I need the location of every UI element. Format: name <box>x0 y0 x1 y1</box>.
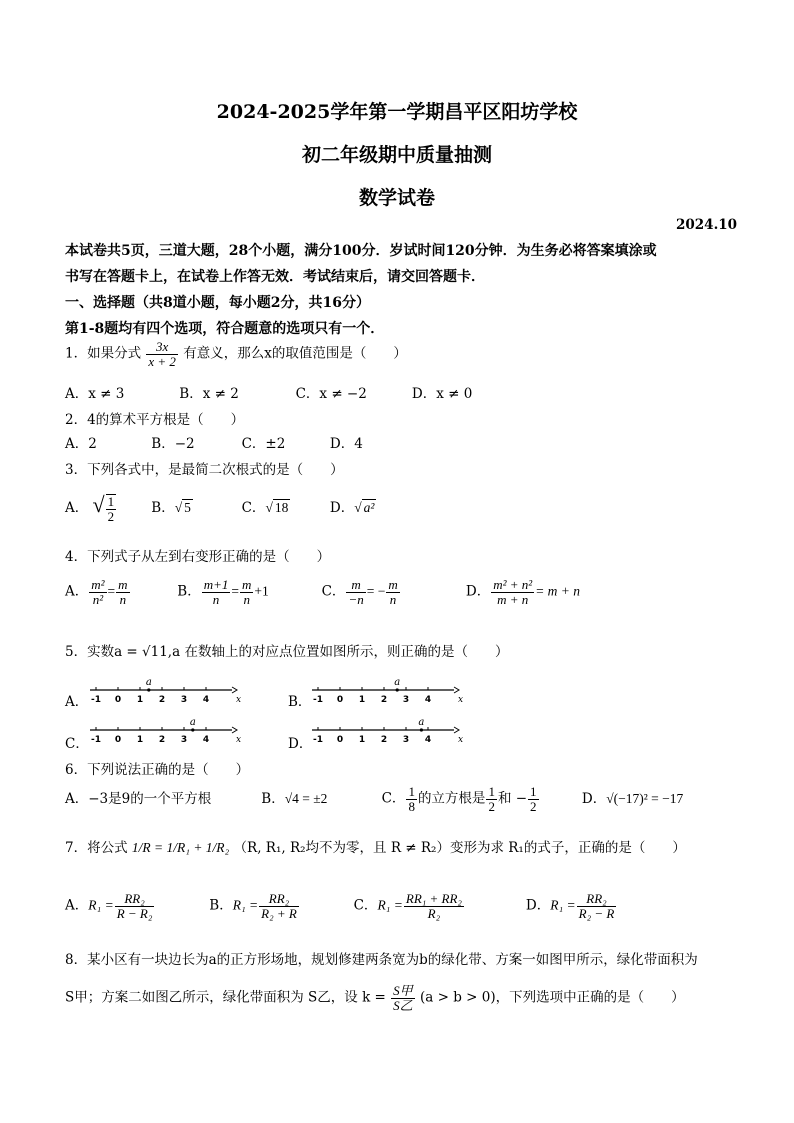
numberline-axis-label: x <box>236 695 242 705</box>
question-4-option-a[interactable]: A． $\frac{\text{m²}}{\text{n²}}$ = $\frac{m}{n}$ <box>65 577 128 607</box>
question-7-option-a[interactable]: A．R₁ = $\frac{\text{RR₂}}{\text{R − R₂}}$ <box>65 891 153 921</box>
question-6-option-a[interactable]: A．−3是9的一个平方根 <box>65 790 212 807</box>
numberline-tick-label: 3 <box>402 695 410 705</box>
numberline-tick-label: 0 <box>336 735 344 745</box>
question-2-option-c[interactable]: C．±2 <box>241 436 286 452</box>
numberline-tick-label: 3 <box>180 695 188 705</box>
question-1-suffix: 有意义，那么x的取值范围是（ ） <box>183 345 407 362</box>
numberline-tick-label: 1 <box>136 735 144 745</box>
numberline-point <box>420 728 423 731</box>
numberline-tick-label: 4 <box>424 695 432 705</box>
question-3-option-a[interactable]: A． √ $\frac{1}{2}$ <box>65 492 147 524</box>
question-5-label-d[interactable]: D． <box>288 736 313 752</box>
numberline-tick-label: 0 <box>336 695 344 705</box>
numberline-arrow <box>232 727 237 733</box>
question-7-option-d[interactable]: D．R₁ = $\frac{\text{RR₂}}{\text{R₂ − R}}$ <box>525 891 615 921</box>
numberline-point-label: a <box>418 717 425 728</box>
question-6-options <box>65 785 683 813</box>
numberline-tick-label: 0 <box>114 735 122 745</box>
question-1-prefix: 1．如果分式 <box>65 345 142 362</box>
numberline-tick-label: -1 <box>91 695 101 705</box>
question-7-stem: 7．将公式 1/R = 1/R₁ + 1/R₂ （R, R₁, R₂均不为零，且 R ≠ R₂）变形为求 R₁的式子，正确的是（ ） <box>65 840 686 856</box>
question-6-option-b[interactable]: B．√4 = ±2 <box>261 790 328 807</box>
question-4-option-d[interactable]: D． $\frac{\text{m² + n²}}{m + n}$ = m + n <box>465 577 581 607</box>
question-1-option-a[interactable]: A．x ≠ 3 <box>65 386 125 402</box>
question-4-stem: 4．下列式子从左到右变形正确的是（ ） <box>65 549 331 565</box>
question-7-formula: 1/R = 1/R₁ + 1/R₂ <box>131 840 230 855</box>
question-5-numberline-d <box>312 717 464 745</box>
question-5-numberline-a <box>90 677 242 705</box>
numberline-tick-label: 4 <box>424 735 432 745</box>
question-5-numberline-b <box>312 677 464 705</box>
question-5-label-c[interactable]: C． <box>65 736 89 752</box>
section1-heading: 一、选择题（共8道小题，每小题2分，共16分） <box>65 295 370 311</box>
exam-title-line1: 2024-2025学年第一学期昌平区阳坊学校 <box>216 101 578 123</box>
numberline-axis-label: x <box>458 735 464 745</box>
numberline-tick-label: 2 <box>380 735 388 745</box>
instructions-line1: 本试卷共5页，三道大题，28个小题，满分100分．岁试时间120分钟．为生务必将答案填涂或 <box>65 243 657 259</box>
exam-title-line2: 初二年级期中质量抽测 <box>301 144 492 166</box>
numberline-axis-label: x <box>458 695 464 705</box>
question-6-option-d[interactable]: D．√(−17)² = −17 <box>581 790 684 807</box>
question-2-option-a[interactable]: A．2 <box>65 436 97 452</box>
question-1-option-d[interactable]: D．x ≠ 0 <box>411 386 473 402</box>
numberline-tick-label: 4 <box>202 735 210 745</box>
numberline-point-label: a <box>189 717 196 728</box>
question-5-stem: 5．实数a = √11,a 在数轴上的对应点位置如图所示，则正确的是（ ） <box>65 644 509 660</box>
question-4-option-b[interactable]: B． $\frac{m+1}{n}$ = $\frac{m}{n}$ +1 <box>177 577 269 607</box>
question-3-option-c[interactable]: C．√ 18 <box>241 500 289 516</box>
question-2-option-d[interactable]: D．4 <box>329 436 363 452</box>
numberline-tick-label: 2 <box>380 695 388 705</box>
question-1-options <box>65 382 472 402</box>
numberline-tick-label: 2 <box>158 735 166 745</box>
numberline-tick-label: 2 <box>158 695 166 705</box>
question-7-option-c[interactable]: C．R₁ = $\frac{\text{RR₁ + RR₂}}{\text{R₂}}$ <box>353 891 462 921</box>
question-7-options <box>65 892 617 920</box>
question-3-options <box>65 492 376 528</box>
numberline-point <box>191 728 194 731</box>
numberline-arrow <box>454 727 459 733</box>
numberline-point <box>396 688 399 691</box>
numberline-tick-label: 3 <box>402 735 410 745</box>
numberline-tick-label: 0 <box>114 695 122 705</box>
numberline-tick-label: -1 <box>313 695 323 705</box>
question-2-stem: 2．4的算术平方根是（ ） <box>65 412 245 428</box>
instructions-line2: 书写在答题卡上，在试卷上作答无效．考试结束后，请交回答题卡． <box>65 269 485 285</box>
question-3-sqrt-a: √ $\frac{1}{2}$ <box>92 492 115 524</box>
question-8-line1: 8．某小区有一块边长为a的正方形场地，规划修建两条宽为b的绿化带、方案一如图甲所示，绿化带面积为 <box>65 952 698 968</box>
numberline-tick-label: 1 <box>136 695 144 705</box>
exam-title-line3: 数学试卷 <box>358 187 435 209</box>
question-2-option-b[interactable]: B．−2 <box>151 436 195 452</box>
question-1-stem <box>65 340 407 368</box>
question-2-options <box>65 432 363 452</box>
question-6-stem: 6．下列说法正确的是（ ） <box>65 762 250 778</box>
numberline-tick-label: 1 <box>358 735 366 745</box>
question-5-label-b[interactable]: B． <box>288 694 312 710</box>
numberline-axis-label: x <box>236 735 242 745</box>
exam-date: 2024.10 <box>676 217 738 233</box>
numberline-tick-label: 1 <box>358 695 366 705</box>
numberline-arrow <box>232 687 237 693</box>
numberline-tick-label: 3 <box>180 735 188 745</box>
question-3-option-b[interactable]: B．√ 5 <box>151 500 191 516</box>
numberline-tick-label: 4 <box>202 695 210 705</box>
question-5-numberline-c <box>90 717 242 745</box>
question-7-option-b[interactable]: B．R₁ = $\frac{\text{RR₂}}{\text{R₂ + R}}$ <box>209 891 297 921</box>
numberline-point <box>147 688 150 691</box>
question-1-fraction: $\frac{3x}{x + 2}$ <box>148 339 176 369</box>
question-3-option-d[interactable]: D．√ a² <box>329 500 375 516</box>
numberline-arrow <box>454 687 459 693</box>
question-4-option-c[interactable]: C． $\frac{m}{-n}$ = − $\frac{m}{n}$ <box>321 577 398 607</box>
question-8-fraction: $\frac{\text{S甲}}{\text{S乙}}$ <box>393 983 413 1013</box>
question-4-options <box>65 578 580 606</box>
question-6-option-c[interactable]: C． $\frac{1}{8}$ 的立方根是 $\frac{1}{2}$ 和 − $\frac{1}{2}$ <box>381 784 537 814</box>
numberline-point-label: a <box>394 677 401 688</box>
question-1-option-c[interactable]: C．x ≠ −2 <box>295 386 367 402</box>
numberline-tick-label: -1 <box>91 735 101 745</box>
question-8-line2: S甲；方案二如图乙所示，绿化带面积为 S乙，设 k = $\frac{\text{S甲}}{\text{S乙}}$ (a > b > 0)，下列选项中正确的是（ ） <box>65 983 685 1013</box>
question-3-stem: 3．下列各式中，是最简二次根式的是（ ） <box>65 462 344 478</box>
numberline-point-label: a <box>145 677 152 688</box>
question-1-option-b[interactable]: B．x ≠ 2 <box>179 386 239 402</box>
question-5-label-a[interactable]: A． <box>65 694 89 710</box>
numberline-tick-label: -1 <box>313 735 323 745</box>
section1-note: 第1-8题均有四个选项，符合题意的选项只有一个． <box>65 321 385 337</box>
